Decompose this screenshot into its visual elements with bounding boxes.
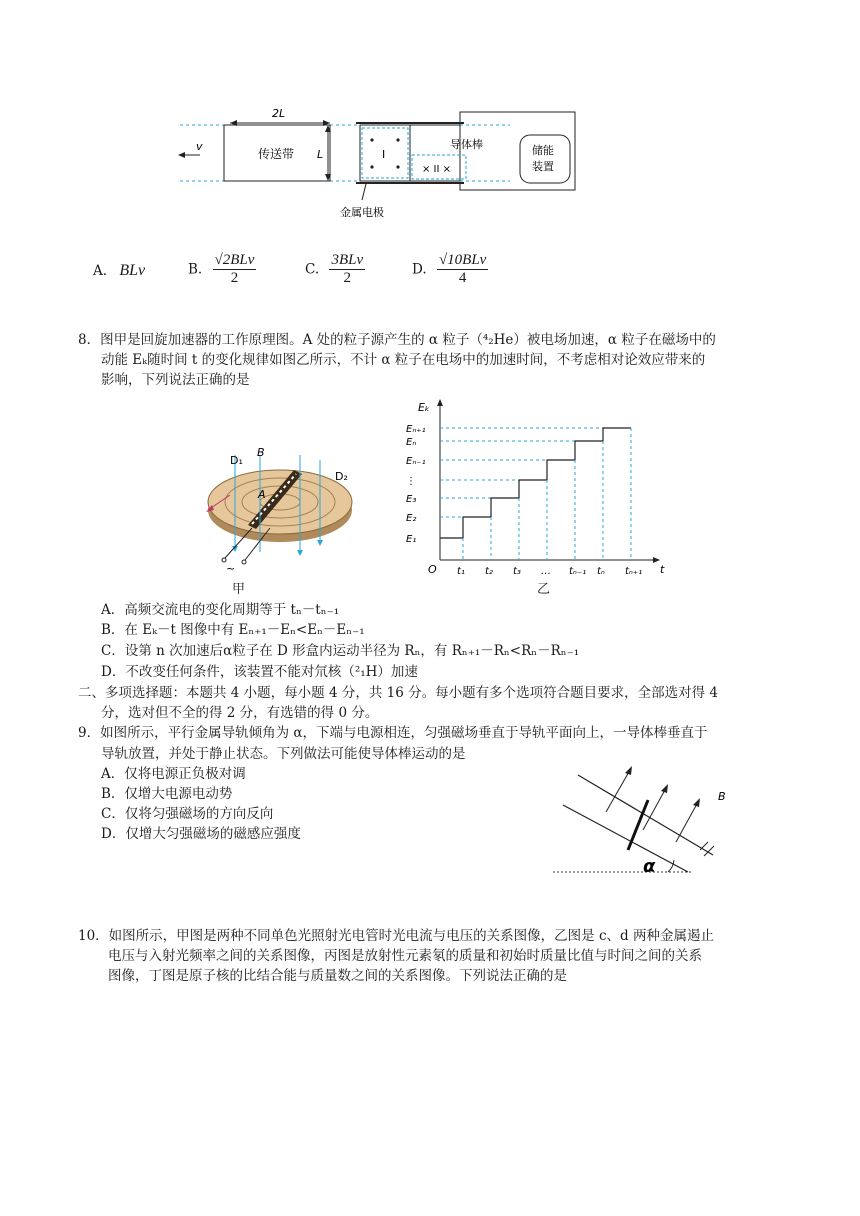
caption-jia: 甲 [232,582,246,597]
q8-line-2: 动能 Eₖ随时间 t 的变化规律如图乙所示，不计 α 粒子在电场中的加速时间，不考虑相对论效应带来的 [101,352,706,368]
x-axis-label: t [660,563,665,576]
x-axis-arrow [653,557,660,563]
label-D2: D₂ [335,470,348,483]
x-tick-label: t₁ [457,566,465,577]
storage-label-2: 装置 [532,160,554,173]
x-tick-label: tₙ₊₁ [625,566,643,577]
y-axis-arrow [437,399,443,406]
electrode-label: 金属电极 [340,206,384,219]
label-L: L [317,148,324,161]
y-tick-label: ⋮ [406,476,416,487]
region-I: I [382,148,386,161]
label-A: A [258,488,266,501]
section2-line-1: 二、多项选择题：本题共 4 小题，每小题 4 分，共 16 分。每小题有多个选项符合题目要求，全部选对得 4 [78,685,718,701]
q7-option-c: C. $\frac{\text{3BLv}}{2}$ [305,252,364,286]
x-tick-label: tₙ [597,566,605,577]
y-tick-label: E₂ [406,513,417,524]
q9-option-d: D．仅增大匀强磁场的磁感应强度 [101,826,301,842]
q10-line-3: 图像，丁图是原子核的比结合能与质量数之间的关系图像。下列说法正确的是 [108,968,567,984]
q9-line-1: 9．如图所示，平行金属导轨倾角为 α，下端与电源相连，匀强磁场垂直于导轨平面向上，一导体棒垂直于 [78,725,708,741]
ek-step-line [440,428,631,538]
origin-label: O [428,563,437,576]
label-2L: 2L [272,107,286,120]
q10-line-2: 电压与入射光频率之间的关系图像，丙图是放射性元素氡的质量和初始时质量比值与时间之间的关系 [108,948,702,964]
label-ac: ~ [226,562,236,575]
cyclotron-figure [190,440,370,575]
q9-option-b: B．仅增大电源电动势 [101,786,233,802]
q8-line-1: 8．图甲是回旋加速器的工作原理图。A 处的粒子源产生的 α 粒子（⁴₂He）被电场加速，α 粒子在磁场中的 [78,332,716,348]
label-B-field: B [718,790,726,803]
q8-option-c: C．设第 n 次加速后α粒子在 D 形盒内运动半径为 Rₙ，有 Rₙ₊₁－Rₙ<Rₙ－Rₙ₋₁ [101,643,580,659]
caption-yi: 乙 [537,582,551,597]
q7-option-a: A. BLv [93,262,146,279]
belt-label: 传送带 [258,147,295,161]
q8-option-a: A．高频交流电的变化周期等于 tₙ－tₙ₋₁ [101,602,340,618]
x-tick-label: tₙ₋₁ [569,566,587,577]
q9-line-2: 导轨放置，并处于静止状态。下列做法可能使导体棒运动的是 [101,746,466,762]
q8-option-d: D．不改变任何条件，该装置不能对氘核（²₁H）加速 [101,664,418,680]
conveyor-figure [170,100,590,230]
y-axis-label: Eₖ [418,401,430,414]
y-tick-label: E₁ [406,534,417,545]
inclined-rail-figure [548,760,748,880]
storage-label-1: 储能 [532,144,554,157]
y-tick-label: E₃ [406,494,417,505]
x-tick-label: t₂ [485,566,493,577]
region-II: × II × [422,164,452,175]
q7-option-d: D. $\frac{\text{√10BLv}}{4}$ [412,252,487,286]
q9-option-c: C．仅将匀强磁场的方向反向 [101,806,274,822]
q10-line-1: 10．如图所示，甲图是两种不同单色光照射光电管时光电流与电压的关系图像，乙图是 c、d 两种金属遏止 [78,928,714,944]
label-v: v [196,140,203,153]
y-tick-label: Eₙ [406,437,417,448]
y-tick-label: Eₙ₋₁ [406,456,426,467]
label-B: B [257,446,265,459]
section2-line-2: 分，选对但不全的得 2 分，有选错的得 0 分。 [101,705,379,721]
x-tick-label: … [541,566,551,577]
x-tick-label: t₃ [513,566,521,577]
label-D1: D₁ [230,454,243,467]
y-tick-label: Eₙ₊₁ [406,424,426,435]
q8-line-3: 影响，下列说法正确的是 [101,372,250,388]
q7-option-b: B. $\frac{\text{√2BLv}}{2}$ [188,252,255,286]
ek-t-chart [398,395,678,580]
label-alpha: α [643,856,656,877]
rod-label: 导体棒 [450,138,483,151]
q8-option-b: B．在 Eₖ－t 图像中有 Eₙ₊₁－Eₙ<Eₙ－Eₙ₋₁ [101,622,365,638]
q9-option-a: A．仅将电源正负极对调 [101,766,246,782]
